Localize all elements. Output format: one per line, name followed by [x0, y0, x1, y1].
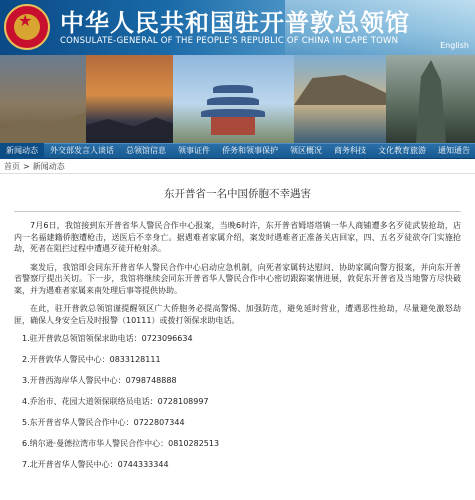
great-wall-shape [0, 109, 86, 143]
national-emblem-icon [4, 4, 50, 50]
table-mountain-shape [294, 75, 386, 105]
article-paragraph: 案发后，我馆即会同东开普省华人警民合作中心启动应急机制，向死者家属转达慰问、协助家属向警方报案，并向东开普省警察厅提出关切。下一步，我馆将继续会同东开普省华人警民合作中心密切跟踪案情进展，敦促东开普省及当地警方尽快破案，并为遇难者家属来南处理后事等提供协助。 [14, 262, 461, 295]
temple-roof-top [213, 85, 253, 93]
site-title: 中华人民共和国驻开普敦总领馆 [60, 8, 410, 37]
breadcrumb-separator: > [23, 161, 30, 171]
english-language-link[interactable]: English [440, 41, 469, 50]
breadcrumb-current-link[interactable]: 新闻动态 [32, 161, 65, 171]
article-paragraph: 7月6日，我馆接到东开普省华人警民合作中心报案，当晚6时许，东开普省姆塔塔镇一华人商铺遭多名歹徒武装抢劫，店内一名福建籍侨胞遭枪击，送医后不幸身亡。据遇难者家属介绍，案发时遇难者正准备关店回家，四、五名歹徒欲夺门实施抢劫，死者在阻拦过程中遭遇歹徒开枪射杀。 [14, 221, 461, 253]
banner-photo-karst-peaks [386, 55, 475, 143]
banner-photo-temple-of-heaven [173, 55, 294, 143]
contact-line: 3.开普西海岸华人警民中心：0798748888 [22, 376, 177, 385]
breadcrumb [0, 159, 475, 174]
article-title: 东开普省一名中国侨胞不幸遇害 [164, 188, 311, 200]
nav-item-consular-documents[interactable]: 领事证件 [178, 146, 210, 155]
temple-body [211, 117, 255, 135]
article-paragraph: 在此，驻开普敦总领馆谨提醒领区广大侨胞务必提高警惕、加强防范，避免延时营业，遭遇恶性抢劫，尽量避免激怒劫匪，确保人身安全后及时报警（10111）或拨打领保求助电话。 [14, 304, 461, 325]
contact-line: 5.东开普省华人警民合作中心：0722807344 [22, 418, 185, 427]
nav-item-spokesperson[interactable]: 外交部发言人谈话 [50, 146, 114, 155]
banner-photo-table-mountain [294, 55, 386, 143]
contact-line: 4.乔治市、花园大道领保联络员电话：0728108997 [22, 397, 209, 406]
nav-item-consulate-info[interactable]: 总领馆信息 [126, 146, 166, 155]
contact-line: 7.北开普省华人警民中心：0744333344 [22, 460, 169, 469]
contact-line: 1.驻开普敦总领馆领保求助电话：0723096634 [22, 334, 193, 343]
main-navigation [0, 143, 475, 159]
photo-banner [0, 55, 475, 143]
site-subtitle: CONSULATE-GENERAL OF THE PEOPLE'S REPUBLIC OF CHINA IN CAPE TOWN [60, 36, 399, 46]
karst-peak-shape [406, 60, 456, 143]
banner-photo-sunset-mountain [86, 55, 173, 143]
site-header [0, 0, 475, 55]
nav-item-consular-protection[interactable]: 侨务和领事保护 [222, 146, 278, 155]
contact-line: 6.纳尔逊·曼德拉湾市华人警民合作中心：0810282513 [22, 439, 220, 448]
article-body [0, 186, 475, 470]
temple-roof-bottom [201, 109, 265, 117]
temple-roof-middle [207, 97, 259, 105]
contact-line: 2.开普敦华人警民中心：0833128111 [22, 355, 161, 364]
nav-item-news[interactable]: 新闻动态 [0, 143, 44, 159]
nav-item-notices[interactable]: 通知通告 [438, 146, 470, 155]
nav-item-region-overview[interactable]: 领区概况 [290, 146, 322, 155]
banner-photo-great-wall [0, 55, 86, 143]
breadcrumb-home-link[interactable]: 首页 [4, 161, 20, 171]
mountain-silhouette-shape [86, 113, 173, 143]
nav-item-culture-education[interactable]: 文化教育旅游 [378, 146, 426, 155]
title-divider [14, 211, 461, 212]
emblem-star-icon: ★ [18, 11, 33, 30]
nav-item-commerce-tech[interactable]: 商务科技 [334, 146, 366, 155]
